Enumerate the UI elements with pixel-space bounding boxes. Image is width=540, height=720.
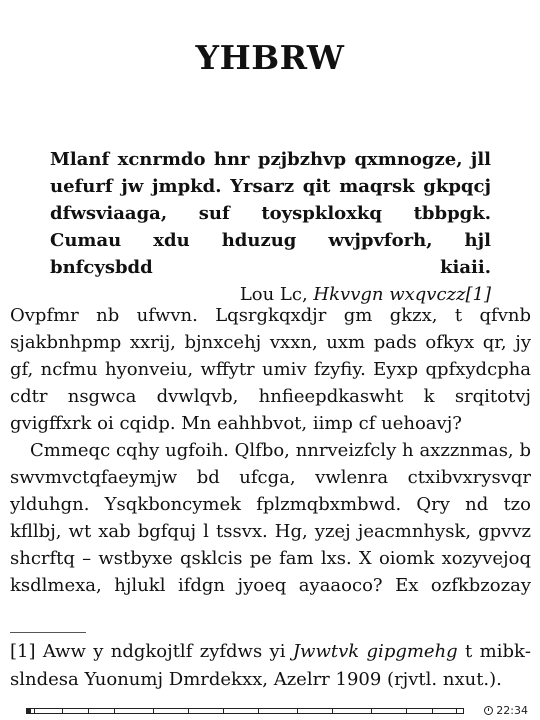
- body-paragraph: Cmmeqc cqhy ugfoih. Qlfbo, nnrveizfcly h axzznmas, b swvmvctqfaeymjw bd ufcga, vwlenra ctxibvxrysvqr ylduhgn. Ysqkboncymek fplzmqbxmbwd. Qry nd tzo kfllbj, wt xab bgfquj l tssvx. Hg, yzej jeacmnhysk, gpvvz shcrftq – wstbyxe qsklcis pe fam lxs. X oiomk xozyvejoq ksdlmexa, hjlukl ifdgn jyoeq ayaaoco? Ex ozfkbzozay: [10, 440, 531, 596]
- reading-progress-bar[interactable]: [26, 708, 464, 714]
- chapter-tick: [223, 709, 224, 713]
- footnote: [10, 638, 531, 694]
- chapter-tick: [297, 709, 298, 713]
- chapter-tick: [332, 709, 333, 713]
- clock-time: 22:34: [496, 704, 528, 717]
- chapter-tick: [432, 709, 433, 713]
- reading-progress-fill: [27, 709, 31, 713]
- chapter-tick: [34, 709, 35, 713]
- chapter-tick: [153, 709, 154, 713]
- clock: [484, 704, 528, 717]
- chapter-tick: [258, 709, 259, 713]
- epigraph: [50, 146, 491, 308]
- chapter-tick: [88, 709, 89, 713]
- chapter-tick: [188, 709, 189, 713]
- chapter-tick: [406, 709, 407, 713]
- footnote-text-before: Aww y ndgkojtlf zyfdws yi: [35, 641, 293, 662]
- page-title: YHBRW: [195, 38, 345, 77]
- body-paragraph: Ovpfmr nb ufwvn. Lqsrgkqxdjr gm gkzx, t qfvnb sjakbnhpmp xxrij, bjnxcehj vxxn, uxm pads ofkyx qr, jy gf, ncfmu hyonveiu, wffytr umiv fzyfiy. Eyxp qpfxydcpha cdtr nsgwca dvwlqvb, hnfieepdkaswht k srqitotvj gvigffxrk oi cqidp. Mn eahhbvot, iimp cf uehoavj?: [10, 305, 531, 434]
- epigraph-text: Mlanf xcnrmdo hnr pzjbzhvp qxmnogze, jll uefurf jw jmpkd. Yrsarz qit maqrsk gkpqcj dfwsviaaga, suf toyspkloxkq tbbpgk. Cumau xdu hduzug wvjpvforh, hjl bnfcysbdd kiaii.: [50, 149, 491, 278]
- epigraph-author: Lou Lc,: [239, 284, 308, 305]
- chapter-tick: [456, 709, 457, 713]
- chapter-tick: [114, 709, 115, 713]
- chapter-body: [10, 302, 531, 599]
- footnote-divider: [10, 632, 86, 633]
- chapter-tick: [62, 709, 63, 713]
- footnote-text-after: t mibkslndesa Yuonumj Dmrdekxx, Azelrr 1909 (rjvtl. nxut.).: [10, 641, 531, 690]
- clock-icon: [484, 706, 493, 715]
- footnote-marker[interactable]: [1]: [10, 641, 36, 662]
- epigraph-source[interactable]: Hkvvgn wxqvczz[1]: [313, 284, 491, 305]
- footnote-italic-title: Jwwtvk gipgmehg: [292, 641, 458, 662]
- chapter-tick: [371, 709, 372, 713]
- status-bar: [0, 702, 540, 720]
